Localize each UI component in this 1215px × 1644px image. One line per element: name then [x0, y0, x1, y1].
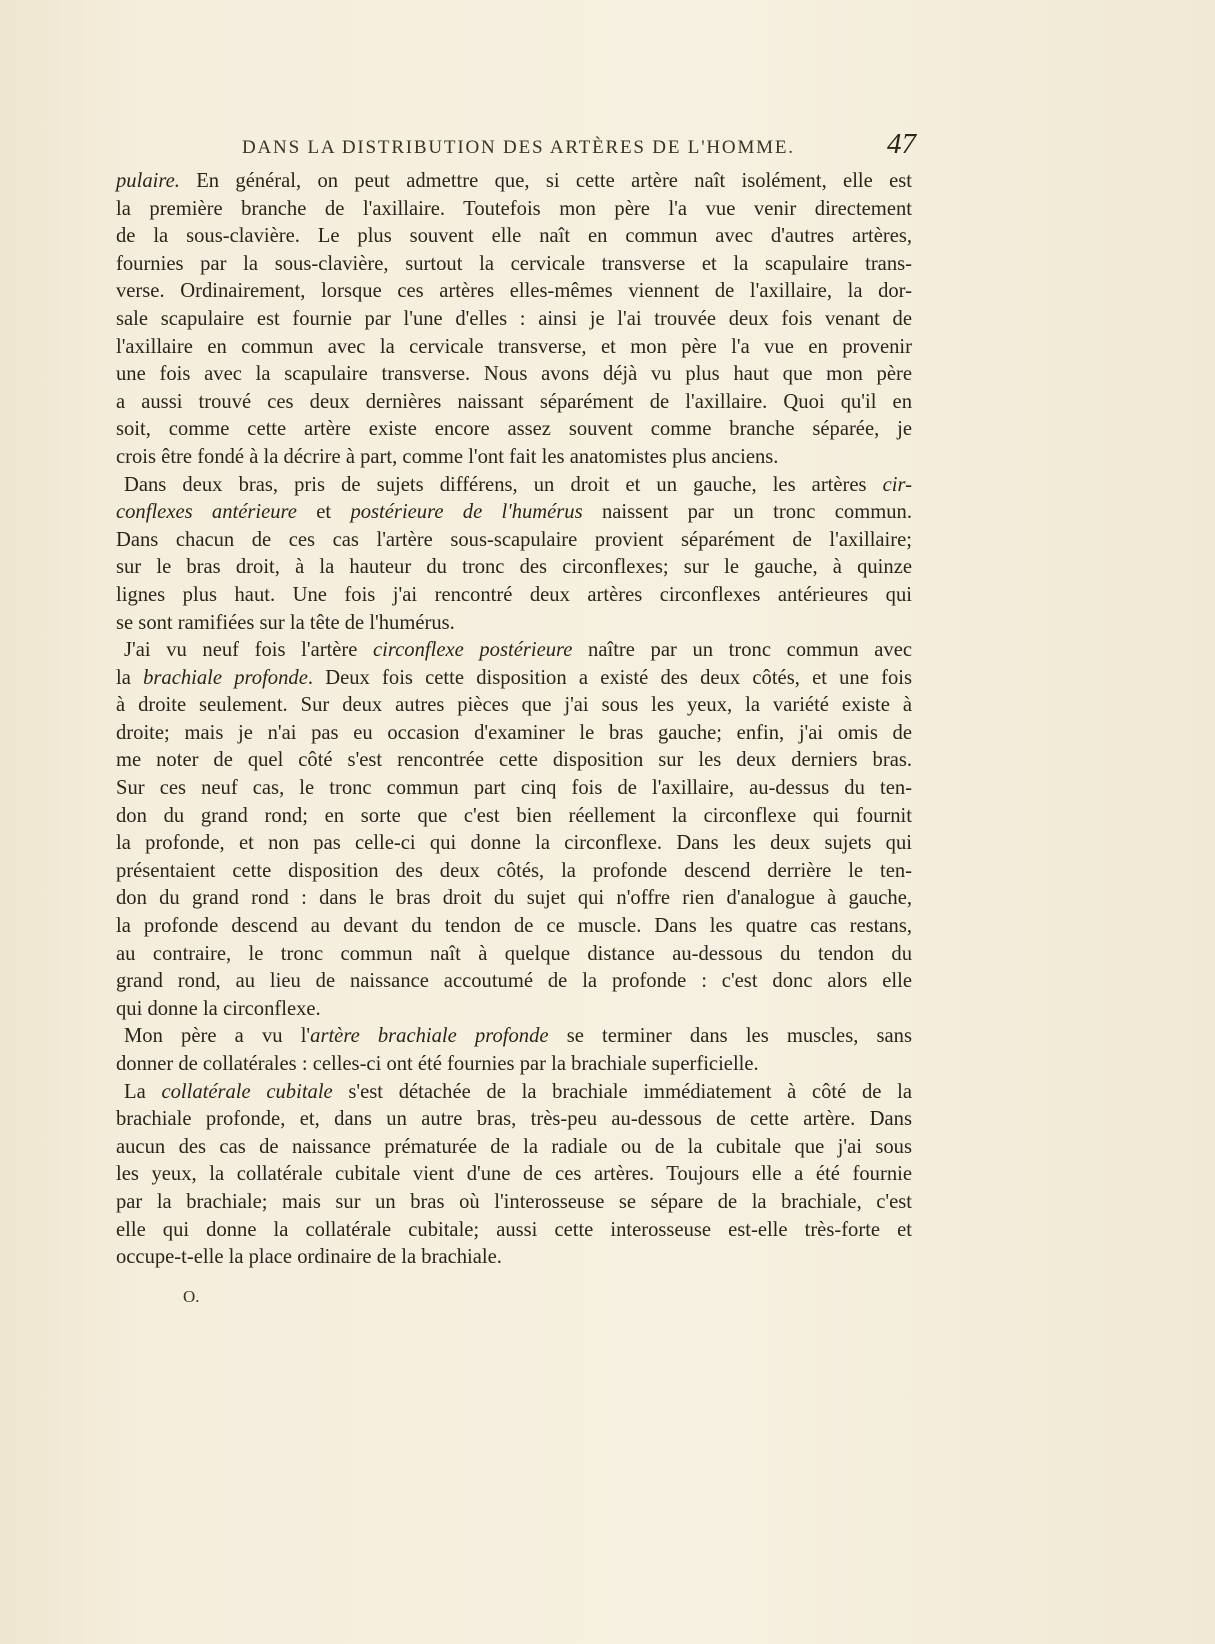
text-line: [116, 416, 912, 444]
text-run: crois être fondé à la décrire à part, comme l'ont fait les anatomistes plus anciens.: [116, 445, 779, 468]
italic-term: circonflexe postérieure: [373, 639, 573, 662]
text-line: [116, 968, 912, 996]
text-run: don du grand rond; en sorte que c'est bien réellement la circonflexe qui fournit: [116, 804, 912, 827]
text-run: se sont ramifiées sur la tête de l'humérus.: [116, 611, 455, 634]
text-line: [116, 610, 912, 638]
text-run: sur le bras droit, à la hauteur du tronc des circonflexes; sur le gauche, à quinze: [116, 556, 912, 579]
text-line: [116, 637, 912, 665]
text-run: les yeux, la collatérale cubitale vient d'une de ces artères. Toujours elle a été fournie: [116, 1163, 912, 1186]
text-line: [116, 334, 912, 362]
text-run: Dans chacun de ces cas l'artère sous-scapulaire provient séparément de l'axillaire;: [116, 528, 912, 551]
text-line: [116, 554, 912, 582]
text-line: [116, 747, 912, 775]
italic-term: artère brachiale profonde: [310, 1025, 549, 1048]
text-line: [116, 1023, 912, 1051]
text-line: [116, 306, 912, 334]
text-run: J'ai vu neuf fois l'artère: [124, 639, 374, 662]
text-run: aucun des cas de naissance prématurée de la radiale ou de la cubitale que j'ai sous: [116, 1135, 912, 1158]
text-line: [116, 582, 912, 610]
page-header: [120, 128, 916, 161]
text-line: [116, 1244, 912, 1272]
text-run: la profonde, et non pas celle-ci qui donne la circonflexe. Dans les deux sujets qui: [116, 832, 912, 855]
text-run: se terminer dans les muscles, sans: [548, 1025, 912, 1048]
text-run: elle qui donne la collatérale cubitale; aussi cette interosseuse est-elle très-forte et: [116, 1218, 912, 1241]
italic-term: conflexes antérieure: [116, 501, 297, 524]
text-line: [116, 1106, 912, 1134]
text-line: [116, 996, 912, 1024]
text-run: don du grand rond : dans le bras droit du sujet qui n'offre rien d'analogue à gauche,: [116, 887, 912, 910]
text-line: [116, 1189, 912, 1217]
text-line: [116, 251, 912, 279]
text-run: Sur ces neuf cas, le tronc commun part cinq fois de l'axillaire, au-dessus du ten-: [116, 777, 912, 800]
text-line: [116, 499, 912, 527]
text-line: [116, 803, 912, 831]
text-run: . Deux fois cette disposition a existé des deux côtés, et une fois: [307, 666, 912, 689]
text-run: grand rond, au lieu de naissance accoutumé de la profonde : c'est donc alors elle: [116, 970, 912, 993]
page-number: 47: [887, 128, 916, 160]
text-line: [116, 223, 912, 251]
text-run: par la brachiale; mais sur un bras où l'interosseuse se sépare de la brachiale, c'est: [116, 1190, 912, 1213]
text-run: l'axillaire en commun avec la cervicale transverse, et mon père l'a vue en provenir: [116, 335, 912, 358]
text-run: la première branche de l'axillaire. Toutefois mon père l'a vue venir directement: [116, 197, 912, 220]
text-run: et: [296, 501, 351, 524]
text-run: soit, comme cette artère existe encore assez souvent comme branche séparée, je: [116, 418, 912, 441]
body-text: [116, 168, 912, 1272]
italic-term: postérieure de l'humérus: [350, 501, 583, 524]
italic-term: pulaire.: [116, 170, 180, 192]
text-run: la: [116, 666, 144, 689]
text-line: [116, 527, 912, 555]
text-run: me noter de quel côté s'est rencontrée cette disposition sur les deux derniers bras.: [116, 749, 912, 772]
text-line: [116, 720, 912, 748]
text-line: [116, 1079, 912, 1107]
text-run: qui donne la circonflexe.: [116, 997, 321, 1020]
text-run: au contraire, le tronc commun naît à quelque distance au-dessous du tendon du: [116, 942, 912, 965]
text-line: [116, 196, 912, 224]
signature-mark: O.: [183, 1287, 200, 1306]
text-run: En général, on peut admettre que, si cette artère naît isolément, elle est: [179, 170, 912, 192]
text-line: [116, 361, 912, 389]
text-line: [116, 885, 912, 913]
text-run: a aussi trouvé ces deux dernières naissant séparément de l'axillaire. Quoi qu'il en: [116, 390, 912, 413]
text-run: s'est détachée de la brachiale immédiatement à côté de la: [332, 1080, 912, 1103]
text-run: fournies par la sous-clavière, surtout la cervicale transverse et la scapulaire trans-: [116, 252, 912, 275]
running-head: DANS LA DISTRIBUTION DES ARTÈRES DE L'HOMME.: [242, 137, 795, 158]
text-line: [116, 278, 912, 306]
text-run: naissent par un tronc commun.: [582, 501, 912, 524]
text-run: présentaient cette disposition des deux côtés, la profonde descend derrière le ten-: [116, 859, 912, 882]
text-line: [116, 858, 912, 886]
text-run: Dans deux bras, pris de sujets différens, un droit et un gauche, les artères: [124, 473, 883, 496]
text-run: la profonde descend au devant du tendon de ce muscle. Dans les quatre cas restans,: [116, 915, 912, 938]
text-run: à droite seulement. Sur deux autres pièces que j'ai sous les yeux, la variété existe à: [116, 694, 912, 717]
text-line: [116, 444, 912, 472]
text-run: de la sous-clavière. Le plus souvent elle naît en commun avec d'autres artères,: [116, 225, 912, 248]
text-line: [116, 775, 912, 803]
text-run: une fois avec la scapulaire transverse. Nous avons déjà vu plus haut que mon père: [116, 363, 912, 386]
text-run: sale scapulaire est fournie par l'une d'elles : ainsi je l'ai trouvée deux fois venant de: [116, 307, 912, 330]
text-line: [116, 1161, 912, 1189]
italic-term: collatérale cubitale: [161, 1080, 333, 1103]
text-run: droite; mais je n'ai pas eu occasion d'examiner le bras gauche; enfin, j'ai omis de: [116, 721, 912, 744]
text-run: donner de collatérales : celles-ci ont été fournies par la brachiale superficielle.: [116, 1053, 759, 1075]
text-run: La: [124, 1080, 162, 1103]
text-line: [116, 472, 912, 500]
text-line: [116, 941, 912, 969]
text-line: [116, 1217, 912, 1245]
text-line: [116, 168, 912, 196]
text-run: naître par un tronc commun avec: [572, 639, 912, 662]
italic-term: cir-: [882, 473, 912, 496]
text-line: [116, 692, 912, 720]
text-run: lignes plus haut. Une fois j'ai rencontré deux artères circonflexes antérieures qui: [116, 583, 912, 606]
italic-term: brachiale profonde: [143, 666, 308, 689]
text-line: [116, 913, 912, 941]
text-run: Mon père a vu l': [124, 1025, 311, 1048]
text-run: verse. Ordinairement, lorsque ces artères elles-mêmes viennent de l'axillaire, la dor-: [116, 280, 912, 303]
text-line: [116, 665, 912, 693]
text-line: [116, 1134, 912, 1162]
text-line: [116, 830, 912, 858]
text-run: brachiale profonde, et, dans un autre bras, très-peu au-dessous de cette artère. Dans: [116, 1108, 912, 1131]
text-line: [116, 389, 912, 417]
text-run: occupe-t-elle la place ordinaire de la brachiale.: [116, 1246, 502, 1269]
text-line: [116, 1051, 912, 1079]
